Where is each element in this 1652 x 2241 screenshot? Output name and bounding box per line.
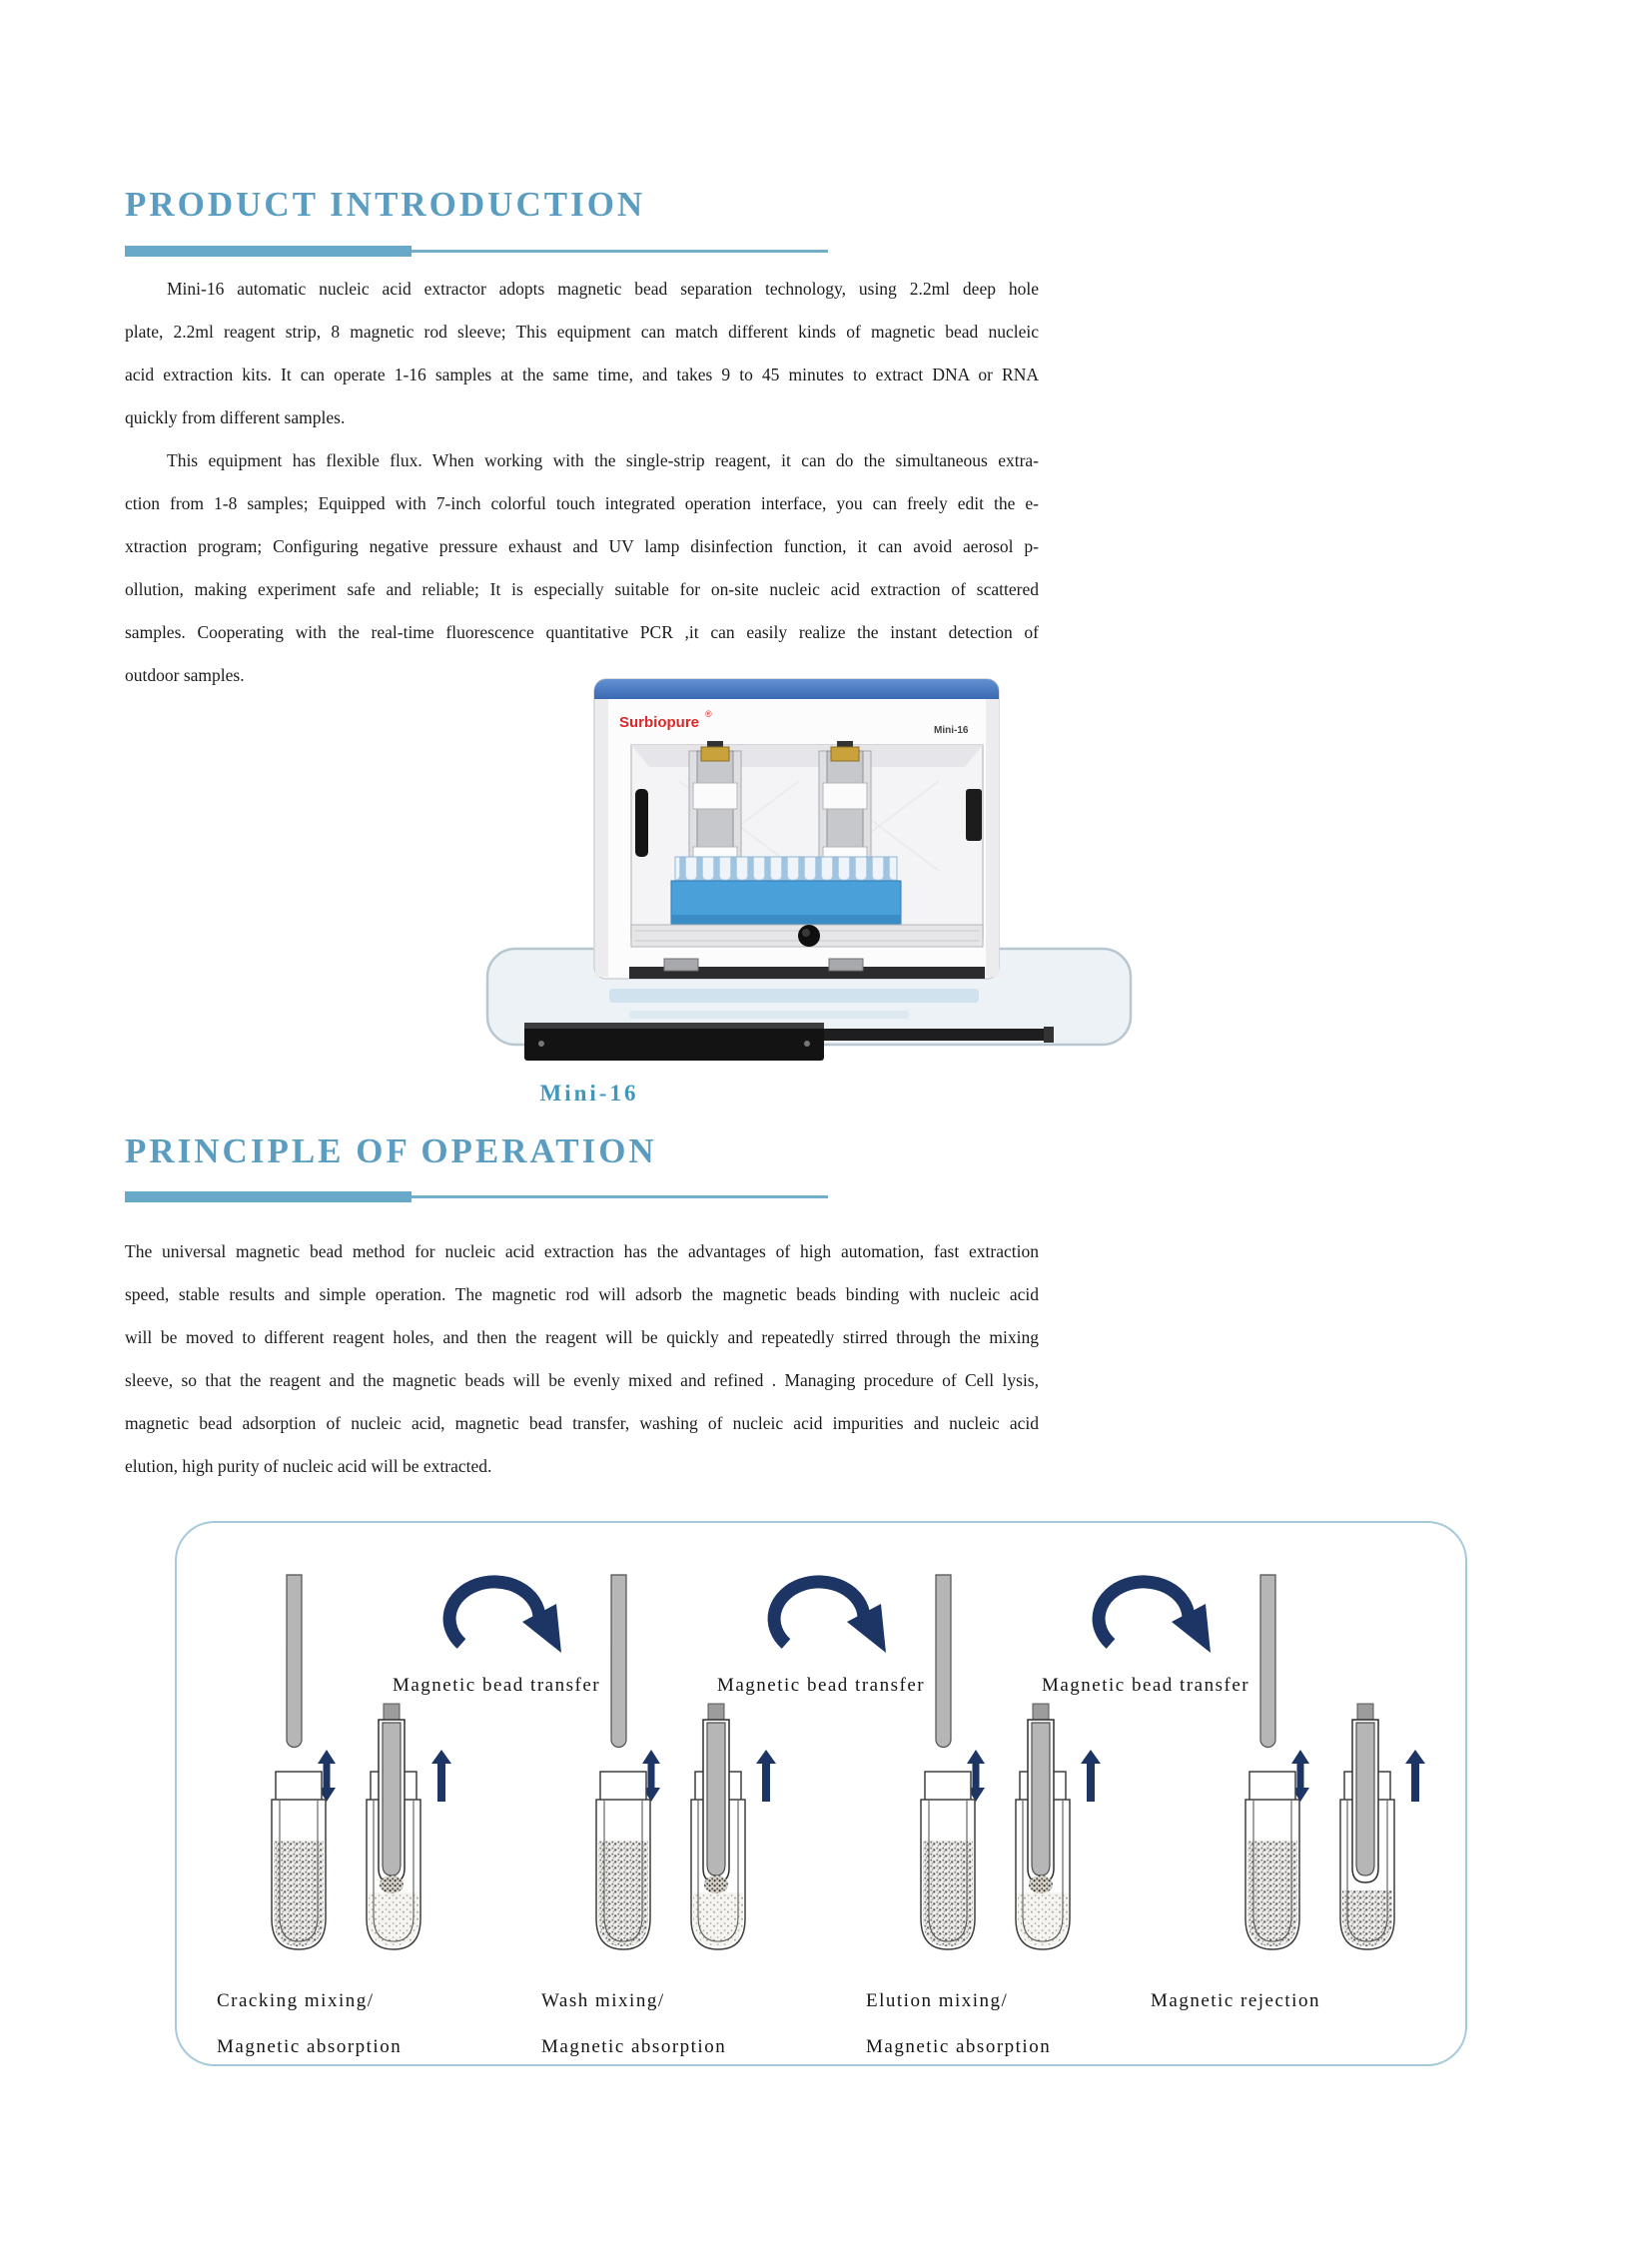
sample-tube-neck bbox=[925, 1772, 971, 1801]
paragraph-line: Mini-16 automatic nucleic acid extractor adopts magnetic bead separation technology, using 2.2ml deep hole bbox=[167, 279, 1039, 299]
sample-tube-neck bbox=[600, 1772, 646, 1801]
step-label-line1: Cracking mixing/ bbox=[217, 1990, 375, 2011]
bead-cluster bbox=[380, 1875, 404, 1893]
stage-knob bbox=[798, 925, 820, 947]
paragraph-line: ction from 1-8 samples; Equipped with 7-inch colorful touch integrated operation interface, you can freely edit the e- bbox=[125, 493, 1039, 513]
step-elution-mixing bbox=[866, 1575, 1101, 2057]
sleeve-tube-content bbox=[369, 1892, 418, 1946]
paragraph-line: quickly from different samples. bbox=[125, 407, 346, 427]
paragraph-line: speed, stable results and simple operation. The magnetic rod will adsorb the magnetic beads binding with nucleic acid bbox=[125, 1284, 1039, 1304]
device-top-bar bbox=[594, 679, 999, 699]
sleeve-tube-content bbox=[693, 1892, 743, 1946]
step-label-line1: Elution mixing/ bbox=[866, 1990, 1009, 2011]
magnetic-rod bbox=[611, 1575, 626, 1748]
sleeve-rod bbox=[1356, 1723, 1374, 1875]
sample-tube-neck bbox=[276, 1772, 322, 1801]
transfer-label: Magnetic bead transfer bbox=[716, 1675, 926, 1696]
paragraph-line: outdoor samples. bbox=[125, 665, 245, 685]
paragraph-line: The universal magnetic bead method for nucleic acid extraction has the advantages of high automation, fast extraction bbox=[125, 1241, 1039, 1261]
device-photo bbox=[479, 671, 1139, 1071]
step-label-line1: Wash mixing/ bbox=[541, 1990, 665, 2011]
up-arrow-icon bbox=[1081, 1750, 1101, 1802]
transfer-arc bbox=[1099, 1582, 1189, 1644]
transfer-arc bbox=[449, 1582, 539, 1644]
device-caption: Mini-16 bbox=[539, 1081, 639, 1106]
paragraph-line: samples. Cooperating with the real-time fluorescence quantitative PCR ,it can easily realize the instant detection of bbox=[125, 622, 1039, 642]
bead-transfer-annotation bbox=[1042, 1582, 1249, 1696]
principle-heading: PRINCIPLE OF OPERATION bbox=[125, 1131, 657, 1170]
intro-paragraph-2 bbox=[125, 439, 1039, 697]
sample-content bbox=[598, 1841, 648, 1946]
underline-thin-line bbox=[412, 1195, 828, 1198]
principle-paragraph bbox=[125, 1230, 1039, 1488]
paragraph-line: This equipment has flexible flux. When working with the single-strip reagent, it can do the simultaneous extra- bbox=[167, 450, 1039, 470]
bead-cluster bbox=[704, 1875, 728, 1893]
magnetic-rod bbox=[287, 1575, 302, 1748]
sample-content bbox=[1247, 1841, 1297, 1946]
step-magnetic-rejection bbox=[1151, 1575, 1425, 2011]
step-label-line2: Magnetic absorption bbox=[217, 2036, 403, 2057]
side-sensor bbox=[966, 789, 982, 841]
step-label-line2: Magnetic absorption bbox=[866, 2036, 1052, 2057]
step-cracking-mixing bbox=[217, 1575, 451, 2057]
paragraph-line: sleeve, so that the reagent and the magnetic beads will be evenly mixed and refined . Managing procedure of Cell lysis, bbox=[125, 1370, 1039, 1390]
transfer-arc bbox=[774, 1582, 864, 1644]
heading-underline bbox=[125, 246, 828, 257]
door-handle bbox=[635, 789, 648, 857]
paragraph-line: will be moved to different reagent holes, and then the reagent will be quickly and repeatedly stirred through the mixing bbox=[125, 1327, 1039, 1347]
magnetic-rod bbox=[936, 1575, 951, 1748]
up-arrow-icon bbox=[431, 1750, 451, 1802]
product-introduction-heading: PRODUCT INTRODUCTION bbox=[125, 185, 646, 224]
up-arrow-icon bbox=[1405, 1750, 1425, 1802]
tray-reflection bbox=[609, 989, 979, 1003]
paragraph-line: ollution, making experiment safe and reliable; It is especially suitable for on-site nucleic acid extraction of scattered bbox=[125, 579, 1039, 599]
paragraph-line: magnetic bead adsorption of nucleic acid, magnetic bead transfer, washing of nucleic acid impurities and nucleic acid bbox=[125, 1413, 1039, 1433]
underline-thick-bar bbox=[125, 1191, 412, 1202]
step-label-line1: Magnetic rejection bbox=[1151, 1990, 1320, 2011]
sample-content bbox=[274, 1841, 324, 1946]
latch bbox=[829, 959, 863, 971]
heading-underline bbox=[125, 1191, 828, 1202]
step-label-line2: Magnetic absorption bbox=[541, 2036, 727, 2057]
sleeve-rod bbox=[707, 1723, 725, 1875]
bead-transfer-annotation bbox=[717, 1582, 925, 1696]
paragraph-line: elution, high purity of nucleic acid will be extracted. bbox=[125, 1456, 492, 1476]
operation-diagram bbox=[175, 1521, 1467, 2066]
underline-thick-bar bbox=[125, 246, 412, 257]
up-arrow-icon bbox=[756, 1750, 776, 1802]
tray-reflection bbox=[629, 1011, 909, 1019]
paragraph-line: acid extraction kits. It can operate 1-16 samples at the same time, and takes 9 to 45 minutes to extract DNA or RNA bbox=[125, 365, 1039, 384]
sleeve-rod bbox=[383, 1723, 401, 1875]
underline-thin-line bbox=[412, 250, 828, 253]
interior-shadow bbox=[631, 745, 983, 767]
device-cabinet bbox=[594, 679, 999, 979]
bead-cluster bbox=[1029, 1875, 1053, 1893]
sample-content bbox=[923, 1841, 973, 1946]
registered-mark-icon: ® bbox=[705, 709, 712, 719]
device-brand-logo: Surbiopure bbox=[619, 714, 700, 731]
transfer-label: Magnetic bead transfer bbox=[392, 1675, 601, 1696]
paragraph-line: xtraction program; Configuring negative pressure exhaust and UV lamp disinfection function, it can avoid aerosol p- bbox=[125, 536, 1039, 556]
sleeve-tube-content bbox=[1342, 1890, 1392, 1946]
bead-transfer-annotation bbox=[393, 1582, 600, 1696]
magnetic-rod bbox=[1260, 1575, 1275, 1748]
sleeve-tube-content bbox=[1018, 1892, 1068, 1946]
well-plate bbox=[671, 857, 901, 925]
latch bbox=[664, 959, 698, 971]
transfer-label: Magnetic bead transfer bbox=[1041, 1675, 1250, 1696]
sleeve-rod bbox=[1032, 1723, 1050, 1875]
device-model-label: Mini-16 bbox=[934, 725, 969, 736]
step-wash-mixing bbox=[541, 1575, 776, 2057]
paragraph-line: plate, 2.2ml reagent strip, 8 magnetic rod sleeve; This equipment can match different kinds of magnetic bead nucleic bbox=[125, 322, 1039, 342]
intro-paragraph-1 bbox=[125, 268, 1039, 439]
sample-tube-neck bbox=[1249, 1772, 1295, 1801]
